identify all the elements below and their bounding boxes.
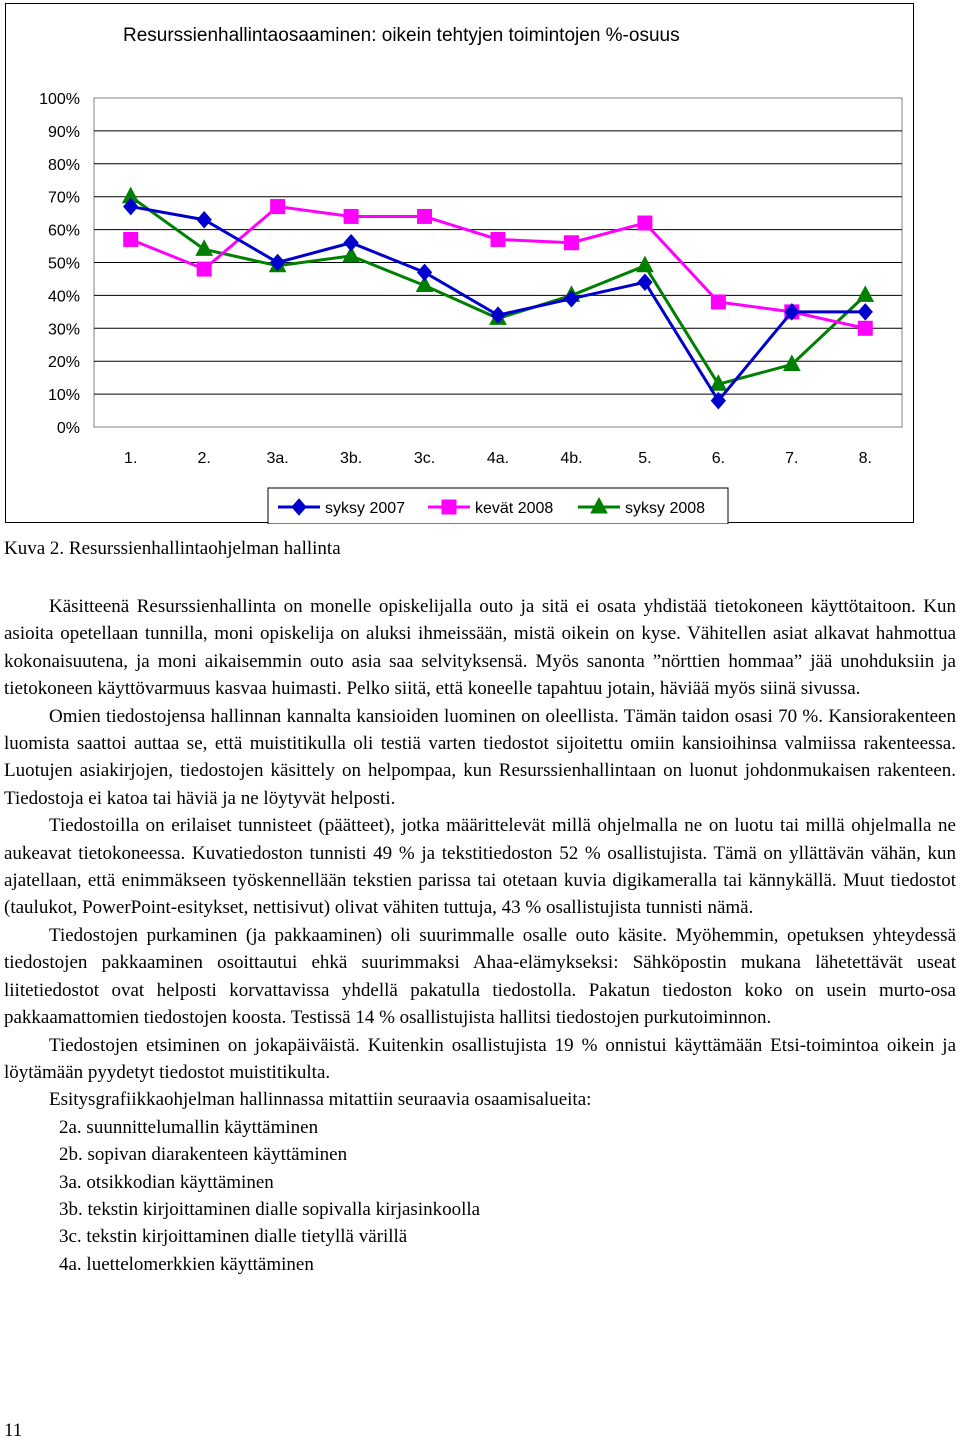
list-item: 2a. suunnittelumallin käyttäminen	[59, 1116, 319, 1138]
chart-container	[5, 3, 914, 523]
paragraph: Tiedostojen purkaminen (ja pakkaaminen) oli suurimmalle osalle outo käsite. Myöhemmin, opetuksen yhteydessä tiedostojen pakkaaminen osoittautui ehkä suurimmaksi Ahaa-elämykseksi: Sähköpostin mukana lähetettävät useat liitetiedostot ovat helposti korvattavissa yhdellä pakatulla tiedostolla. Pakatun tiedoston koko on usein murto-osa pakkaamattomien tiedostojen koosta. Testissä 14 % osallistujista hallitsi tiedostojen purkutoiminnon.	[4, 924, 956, 1029]
y-tick-label: 40%	[47, 288, 80, 306]
skill-list	[4, 1114, 956, 1278]
x-tick-label: 3c.	[413, 450, 436, 467]
data-point	[638, 216, 652, 230]
data-point	[858, 321, 872, 335]
data-point	[197, 212, 211, 228]
line-chart	[6, 4, 915, 524]
chart-title: Resurssienhallintaosaaminen: oikein tehtyjen toimintojen %-osuus	[123, 25, 680, 46]
body-text	[4, 593, 956, 1278]
legend-label: syksy 2007	[325, 500, 406, 517]
list-item: 2b. sopivan diarakenteen käyttäminen	[59, 1144, 348, 1166]
legend-marker	[442, 500, 456, 514]
data-point	[564, 236, 578, 250]
data-point	[711, 295, 725, 309]
paragraph: Esitysgrafiikkaohjelman hallinnassa mitattiin seuraavia osaamisalueita:	[49, 1089, 592, 1111]
y-tick-label: 0%	[56, 420, 80, 437]
data-point	[197, 262, 211, 276]
y-tick-label: 100%	[39, 91, 80, 108]
x-tick-label: 5.	[638, 450, 652, 467]
data-point	[857, 286, 873, 301]
data-point	[271, 200, 285, 214]
data-point	[491, 232, 505, 246]
page-number: 11	[4, 1420, 23, 1441]
y-tick-label: 10%	[47, 387, 80, 405]
legend-label: kevät 2008	[475, 500, 554, 517]
figure-caption: Kuva 2. Resurssienhallintaohjelman hallinta	[4, 538, 341, 559]
data-point	[344, 235, 358, 251]
paragraph: Tiedostoilla on erilaiset tunnisteet (päätteet), jotka määrittelevät millä ohjelmalla ne on luotu tai millä ohjelmalla ne aukeavat tietokoneessa. Kuvatiedoston tunnisti 49 % ja tekstitiedoston 52 % osallistujista. Tämä on yllättävän vähän, kun ajatellaan, että enimmäkseen työskennellään tekstien parissa tai otetaan kuvia digikameralla tai kännykällä. Muut tiedostot (taulukot, PowerPoint-esitykset, nettisivut) olivat vähiten tuttuja, 43 % osallistujista tunnisti nämä.	[4, 815, 956, 919]
data-point	[344, 209, 358, 223]
data-point	[418, 209, 432, 223]
y-tick-label: 90%	[47, 123, 80, 141]
y-tick-label: 70%	[47, 189, 80, 207]
x-tick-label: 6.	[711, 450, 726, 467]
y-tick-label: 20%	[47, 354, 80, 372]
data-point	[637, 257, 653, 272]
y-tick-label: 30%	[47, 321, 80, 339]
y-tick-label: 80%	[47, 156, 80, 174]
x-tick-label: 2.	[197, 450, 211, 467]
paragraph: Omien tiedostojensa hallinnan kannalta kansioiden luominen on oleellista. Tämän taidon osasi 70 %. Kansiorakenteen luomista saattoi auttaa se, että muistitikulla oli testiä varten tiedostot sijoitettu omiin kansioihinsa valmiissa rakenteessa. Luotujen asiakirjojen, tiedostojen käsittely on helpompaa, kun Resurssienhallintaan on luonut johdonmukaisen rakenteen. Tiedostoja ei katoa tai häviä ja ne löytyvät helposti.	[4, 705, 956, 809]
list-item: 3b. tekstin kirjoittaminen dialle sopivalla kirjasinkoolla	[59, 1198, 481, 1220]
data-point	[858, 304, 872, 320]
x-tick-label: 7.	[785, 450, 799, 467]
data-point	[418, 264, 432, 280]
list-item: 3c. tekstin kirjoittaminen dialle tietyllä värillä	[59, 1226, 408, 1248]
data-point	[124, 232, 138, 246]
list-item: 3a. otsikkodian käyttäminen	[59, 1171, 274, 1193]
data-point	[196, 240, 212, 255]
x-tick-label: 4b.	[560, 450, 583, 467]
x-tick-label: 4a.	[486, 450, 510, 467]
y-tick-label: 60%	[47, 222, 80, 240]
y-tick-label: 50%	[47, 255, 80, 273]
list-item: 4a. luettelomerkkien käyttäminen	[59, 1253, 314, 1275]
x-tick-label: 8.	[858, 450, 872, 467]
x-tick-label: 3a.	[266, 450, 289, 467]
x-tick-label: 3b.	[339, 450, 363, 467]
x-tick-label: 1.	[124, 450, 138, 467]
paragraph: Käsitteenä Resurssienhallinta on monelle opiskelijalla outo ja sitä ei osata yhdistää tietokoneen käyttötaitoon. Kun asioita opetellaan tunnilla, moni opiskelija on aluksi ihmeissään, mistä oikein on kyse. Vähitellen asiat alkavat hahmottua kokonaisuutena, ja moni aikaisemmin outo asia saa selvityksensä. Myös sanonta ”nörttien hommaa” jää unohduksiin ja tietokoneen käyttövarmuus kasvaa huimasti. Pelko siitä, että koneelle tapahtuu jotain, häviää myös siinä sivussa.	[4, 596, 956, 700]
legend-label: syksy 2008	[625, 500, 706, 517]
paragraph: Tiedostojen etsiminen on jokapäiväistä. Kuitenkin osallistujista 19 % onnistui käyttämään Etsi-toimintoa oikein ja löytämään pyydetyt tiedostot muistitikulta.	[4, 1034, 956, 1083]
